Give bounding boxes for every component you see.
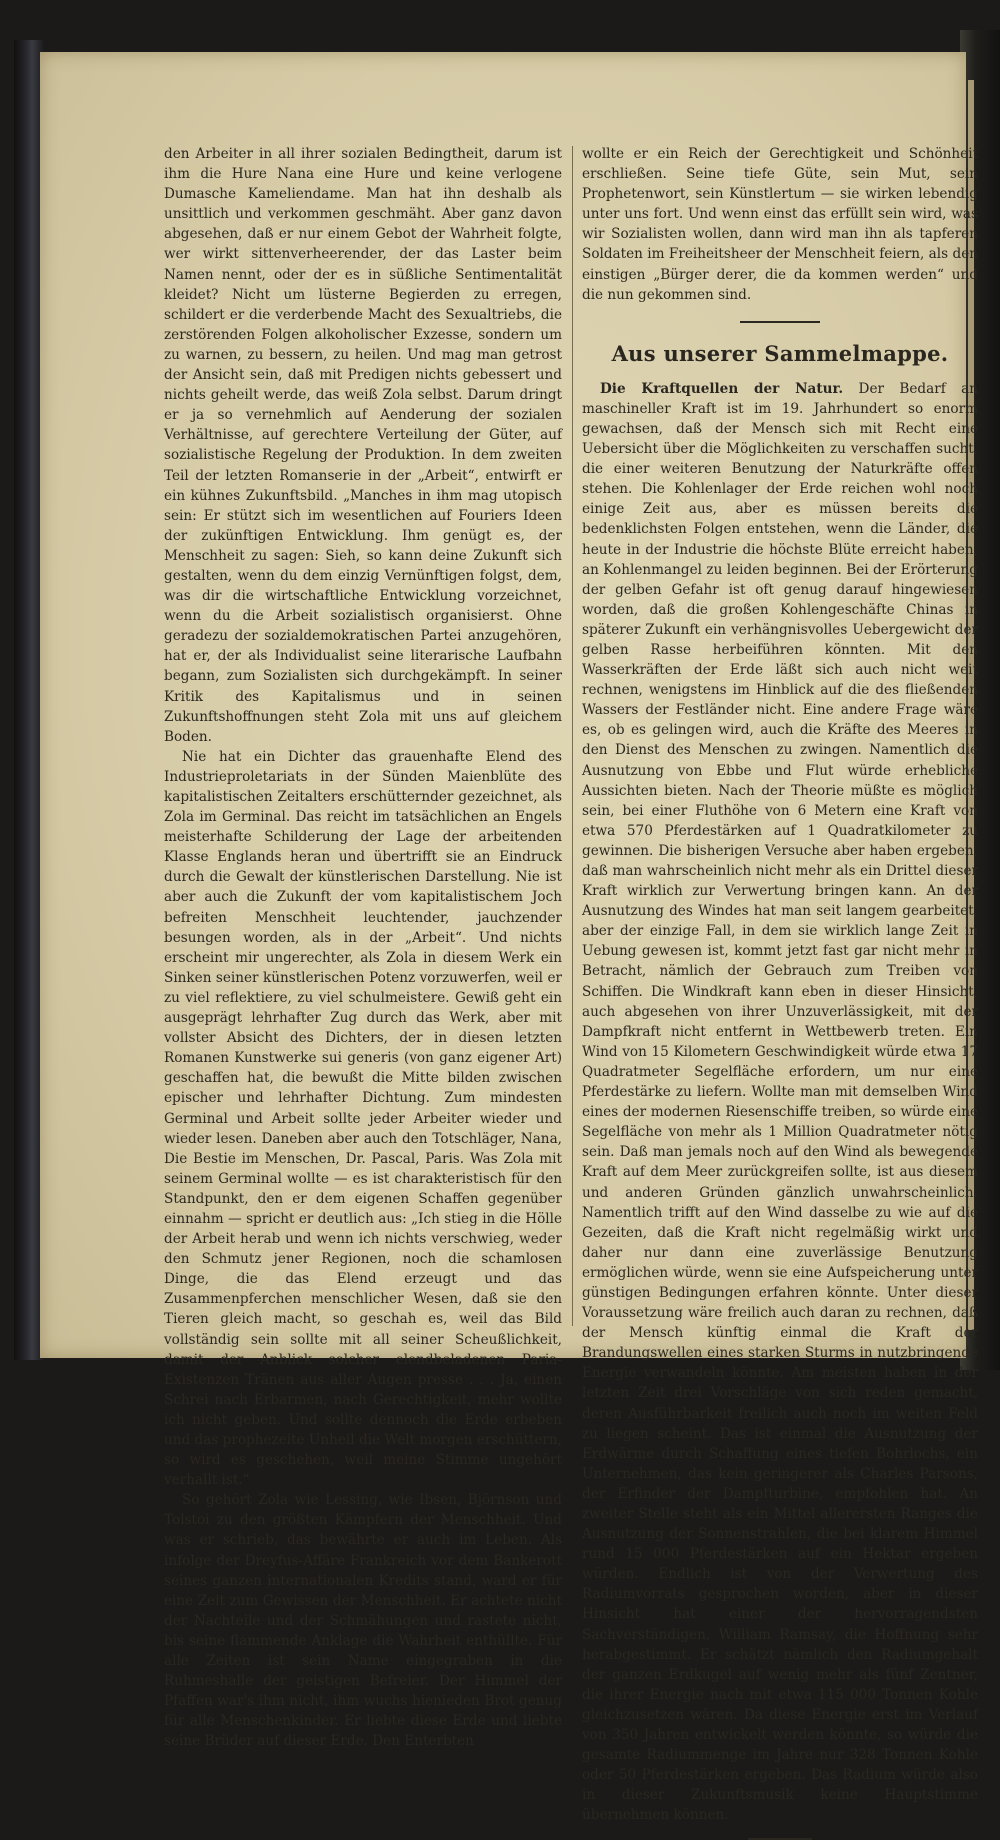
right-column [582, 144, 978, 1840]
left-paragraph-3: So gehört Zola wie Lessing, wie Ibsen, Björnson und Tolstoi zu den größten Kämpfern der Menschheit. Und was er schrieb, das bewährte er auch im Leben. Als infolge der Dreyfus-Affäre Frankreich vor dem Bankerott seines ganzen internationalen Kredits stand, ward er für eine Zeit zum Gewissen der Menschheit. Er achtete nicht der Nachteile und der Schmähungen und rastete nicht, bis seine flammende Anklage die Wahrheit enthüllte. Für alle Zeiten ist sein Name eingegraben in die Ruhmeshalle der geistigen Befreier. Der Himmel der Pfaffen war's ihm nicht, ihm wuchs hienieden Brot genug für alle Menschenkinder. Er liebte diese Erde und liebte seine Brüder auf dieser Erde. Den Enterbten [164, 1492, 562, 1750]
left-paragraph-1: den Arbeiter in all ihrer sozialen Bedingtheit, darum ist ihm die Hure Nana eine Hure und keine verlogene Dumasche Kameliendame. Man hat ihn deshalb als unsittlich und verkommen geschmäht. Aber ganz davon abgesehen, daß er nur einem Gebot der Wahrheit folgte, wer wirkt sittenverheerender, der das Laster beim Namen nennt, oder der es in süßliche Sentimentalität kleidet? Nicht um lüsterne Begierden zu erregen, schildert er die verderbende Macht des Sexualtriebs, die zerstörenden Folgen alkoholischer Exzesse, sondern um zu warnen, zu bessern, zu heilen. Und mag man getrost der Ansicht sein, daß mit Predigen nichts gebessert und nichts geheilt werde, das weiß Zola selbst. Darum dringt er ja so vernehmlich auf Aenderung der sozialen Verhältnisse, auf gerechtere Verteilung der Güter, auf sozialistische Regelung der Produktion. In dem zweiten Teil der letzten Romanserie in der „Arbeit“, entwirft er ein kühnes Zukunftsbild. „Manches in ihm mag utopisch sein: Er stützt sich im wesentlichen auf Fouriers Ideen der zukünftigen Entwicklung. Ihm genügt es, der Menschheit zu sagen: Sieh, so kann deine Zukunft sich gestalten, wenn du dem einzig Vernünftigen folgst, dem, was dir die wirtschaftliche Entwicklung vorzeichnet, wenn du die Arbeit sozialistisch organisierst. Ohne geradezu der sozialdemokratischen Partei anzugehören, hat er, der als Individualist seine literarische Laufbahn begann, zum Sozialisten sich durchgekämpft. In seiner Kritik des Kapitalismus und in seinen Zukunftshoffnungen steht Zola mit uns auf gleichem Boden. [164, 146, 562, 745]
continuation-paragraph: wollte er ein Reich der Gerechtigkeit und Schönheit erschließen. Seine tiefe Güte, sein Mut, sein Prophetenwort, sein Künstlertum — sie wirken lebendig unter uns fort. Und wenn einst das erfüllt sein wird, was wir Sozialisten wollen, dann wird man ihn als tapferen Soldaten im Freiheitsheer der Menschheit feiern, als den einstigen „Bürger derer, die da kommen werden“ und die nun gekommen sind. [582, 146, 978, 303]
article-lead: Die Kraftquellen der Natur. [600, 380, 844, 397]
article-body: Der Bedarf an maschineller Kraft ist im 19. Jahrhundert so enorm gewachsen, daß der Mensch sich mit Recht eine Uebersicht über die Möglichkeiten zu verschaffen sucht, die einer weiteren Benutzung der Naturkräfte offen stehen. Die Kohlenlager der Erde reichen wohl noch einige Zeit aus, aber es müssen bereits die bedenklichsten Folgen entstehen, wenn die Länder, die heute in der Industrie die höchste Blüte erreicht haben, an Kohlenmangel zu leiden beginnen. Bei der Erörterung der gelben Gefahr ist oft genug darauf hingewiesen worden, daß die großen Kohlengeschäfte Chinas in späterer Zukunft ein verhängnisvolles Uebergewicht der gelben Rasse herbeiführen könnten. Mit den Wasserkräften der Erde läßt sich auch nicht weit rechnen, wenigstens im Hinblick auf die des fließenden Wassers der Festländer nicht. Eine andere Frage wäre es, ob es gelingen wird, auch die Kräfte des Meeres in den Dienst des Menschen zu zwingen. Namentlich die Ausnutzung von Ebbe und Flut würde erhebliche Aussichten bieten. Nach der Theorie müßte es möglich sein, bei einer Fluthöhe von 6 Metern eine Kraft von etwa 570 Pferdestärken auf 1 Quadratkilometer zu gewinnen. Die bisherigen Versuche aber haben ergeben, daß man wahrscheinlich nicht mehr als ein Drittel dieser Kraft wirklich zur Verwertung bringen kann. An der Ausnutzung des Windes hat man seit langem gearbeitet, aber der einzige Fall, in dem sie wirklich lange Zeit in Uebung gewesen ist, kommt jetzt fast gar nicht mehr in Betracht, nämlich der Gebrauch zum Treiben von Schiffen. Die Windkraft kann eben in dieser Hinsicht, auch abgesehen von ihrer Unzuverlässigkeit, mit der Dampfkraft nicht entfernt in Wettbewerb treten. Ein Wind von 15 Kilometern Geschwindigkeit würde etwa 17 Quadratmeter Segelfläche erfordern, um nur eine Pferdestärke zu liefern. Wollte man mit demselben Wind eines der modernen Riesenschiffe treiben, so würde eine Segelfläche von mehr als 1 Million Quadratmeter nötig sein. Daß man jemals noch auf den Wind als bewegende Kraft auf dem Meer zurückgreifen sollte, ist aus diesem und anderen Gründen gänzlich unwahrscheinlich. Namentlich trifft auf den Wind dasselbe zu wie auf die Gezeiten, daß die Kraft nicht regelmäßig wirkt und daher nur dann eine zuverlässige Benutzung ermöglichen würde, wenn sie eine Aufspeicherung unter günstigen Bedingungen erfahren könnte. Unter dieser Voraussetzung wäre freilich auch daran zu rechnen, daß der Mensch künftig einmal die Kraft der Brandungswellen eines starken Sturms in nutzbringende Energie verwandeln könnte. Am meisten haben in der letzten Zeit drei Vorschläge von sich reden gemacht, deren Ausführbarkeit freilich auch noch im weiten Feld zu liegen scheint. Das ist einmal die Ausnutzung der Erdwärme durch Schaffung eines tiefen Bohrlochs, ein Unternehmen, das kein geringerer als Charles Parsons, der Erfinder der Dampfturbine, empfohlen hat. An zweiter Stelle steht als ein Mittel allerersten Ranges die Ausnutzung der Sonnenstrahlen, die bei klarem Himmel rund 15 000 Pferdestärken auf ein Hektar ergeben würden. Endlich ist von der Verwertung des Radiumvorrats gesprochen worden, aber in dieser Hinsicht hat einer der hervorragendsten Sachverständigen, William Ramsay, die Hoffnung sehr herabgestimmt. Er schätzt nämlich den Radiumgehalt der ganzen Erdkugel auf wenig mehr als fünf Zentner, die ihrer Energie nach mit etwa 115 000 Tonnen Kohle gleichzusetzen wären. Da diese Energie erst im Verlauf von 350 Jahren entwickelt werden könnte, so würde die gesamte Radiummenge im Jahre nur 328 Tonnen Kohle oder 50 Pferdestärken ergeben. Das Radium würde also in dieser Zukunftsmusik keine Hauptstimme übernehmen können. [582, 380, 978, 1824]
left-column [164, 144, 562, 1752]
column-divider [572, 146, 573, 1326]
end-rule [748, 1838, 812, 1840]
section-heading: Aus unserer Sammelmappe. [611, 340, 949, 366]
newspaper-page [40, 52, 978, 1824]
left-paragraph-2: Nie hat ein Dichter das grauenhafte Elend des Industrieproletariats in der Sünden Maienblüte des kapitalistischen Zeitalters erschütternder gezeichnet, als Zola im Germinal. Das reicht im tatsächlichen an Engels meisterhafte Schilderung der Lage der arbeitenden Klasse Englands heran und übertrifft sie an Eindruck durch die Gewalt der künstlerischen Darstellung. Nie ist aber auch die Zukunft der vom kapitalistischem Joch befreiten Menschheit leuchtender, jauchzender besungen worden, als in der „Arbeit“. Und nichts erscheint mir ungerechter, als Zola in diesem Werk ein Sinken seiner künstlerischen Potenz vorzuwerfen, weil er zu viel reflektiere, zu viel schulmeistere. Gewiß geht ein ausgeprägt lehrhafter Zug durch das Werk, aber mit vollster Absicht des Dichters, der in diesen letzten Romanen Kunstwerke sui generis (von ganz eigener Art) geschaffen hat, die bewußt die Mitte bilden zwischen epischer und lehrhafter Dichtung. Zum mindesten Germinal und Arbeit sollte jeder Arbeiter wieder und wieder lesen. Daneben aber auch den Totschläger, Nana, Die Bestie im Menschen, Dr. Pascal, Paris. Was Zola mit seinem Germinal wollte — es ist charakteristisch für den Standpunkt, den er dem eigenen Schaffen gegenüber einnahm — spricht er deutlich aus: „Ich stieg in die Hölle der Arbeit herab und wenn ich nichts verschwieg, weder den Schmutz jener Regionen, noch die schamlosen Dinge, die das Elend erzeugt und das Zusammenpferchen menschlicher Wesen, daß sie den Tieren gleich macht, so geschah es, weil das Bild vollständig sein sollte mit all seiner Scheußlichkeit, damit der Anblick solcher elendbeladenen Paria-Existenzen Tränen aus aller Augen presse . . . Ja, einen Schrei nach Erbarmen, nach Gerechtigkeit, mehr wollte ich nicht geben. Und sollte dennoch die Erde erbeben und das prophezeite Unheil die Welt morgen erschüttern, so wird es geschehen, weil meine Stimme ungehört verhallt ist.“ [164, 748, 562, 1489]
